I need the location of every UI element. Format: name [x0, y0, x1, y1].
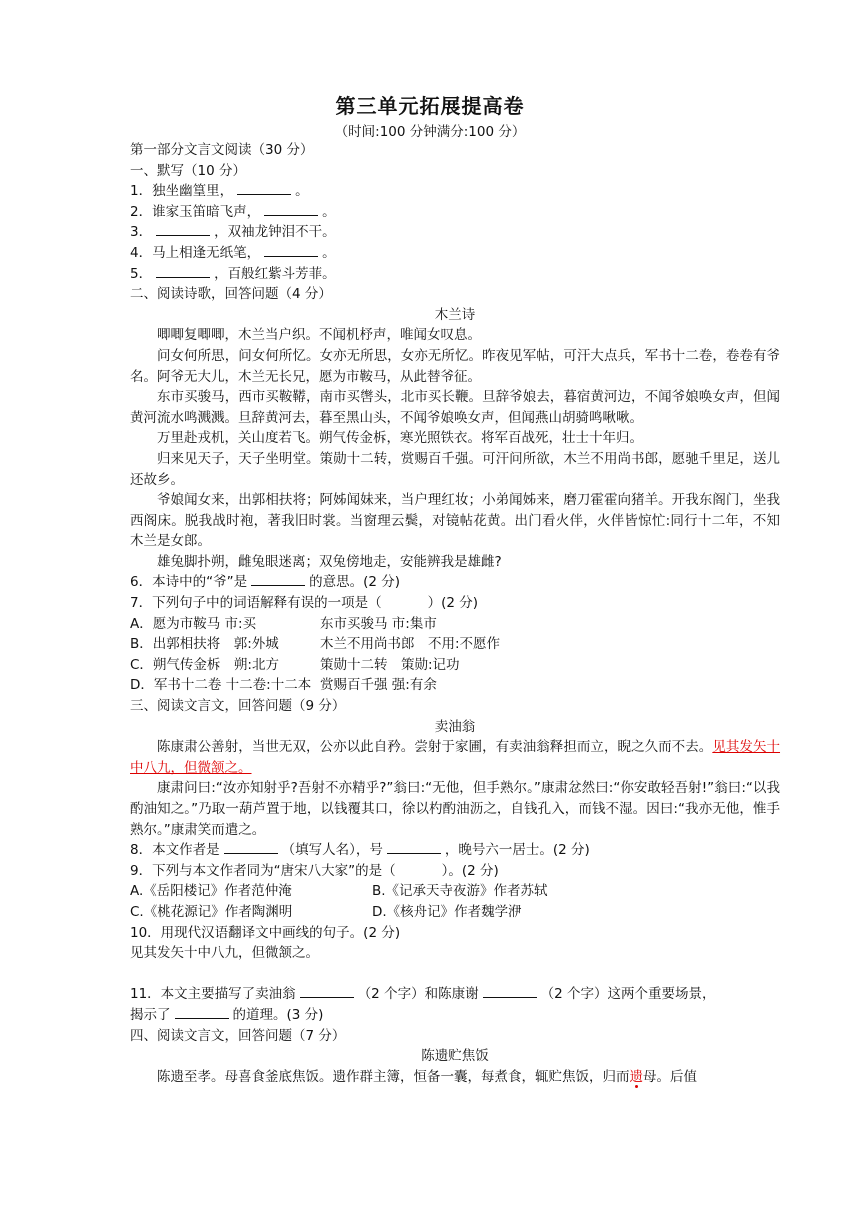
question-9: 9．下列与本文作者同为“唐宋八大家”的是（ ）。(2 分) — [130, 862, 499, 879]
answer-blank — [237, 182, 291, 195]
section-heading: 一、默写（10 分） — [130, 162, 246, 179]
answer-blank — [156, 223, 210, 236]
page-title: 第三单元拓展提高卷 — [335, 94, 525, 118]
section-heading: 二、阅读诗歌，回答问题（4 分） — [130, 286, 332, 303]
section-heading: 四、阅读文言文，回答问题（7 分） — [130, 1027, 346, 1044]
answer-blank — [175, 1006, 229, 1019]
question-7: 7．下列句子中的词语解释有误的一项是（ ）(2 分) — [130, 595, 479, 612]
emphasized-character: 遗 — [629, 1068, 643, 1085]
option-d: D．军书十二卷 十二卷:十二本 赏赐百千强 强:有余 — [130, 677, 437, 694]
text-paragraph: 康肃问曰:“汝亦知射乎?吾射不亦精乎?”翁曰:“无他，但手熟尔。”康肃忿然曰:“你安敢轻吾射!”翁曰:“以我酌油知之。”乃取一葫芦置于地，以钱覆其口，徐以杓酌油沥之，自钱孔入，而钱不湿。因曰:“我亦无他，惟手熟尔。”康肃笑而遣之。 — [130, 780, 780, 838]
text-title: 卖油翁 — [434, 718, 476, 735]
question-6: 6．本诗中的“爷”是 的意思。(2 分) — [130, 574, 400, 591]
answer-blank — [483, 985, 537, 998]
answer-blank — [224, 841, 278, 854]
translate-sentence: 见其发矢十中八九，但微颔之。 — [130, 945, 319, 962]
text-paragraph: 陈遗至孝。母喜食釜底焦饭。遗作群主簿，恒备一囊，每煮食，辄贮焦饭，归而遗母。后值 — [157, 1068, 697, 1085]
option-row: C.《桃花源记》作者陶渊明 D.《核舟记》作者魏学洢 — [130, 903, 522, 920]
question-2: 2．谁家玉笛暗飞声， 。 — [130, 203, 336, 220]
question-11: 11．本文主要描写了卖油翁 （2 个字）和陈康谢 （2 个字）这两个重要场景， — [130, 986, 716, 1003]
poem-paragraph: 万里赴戎机，关山度若飞。朔气传金柝，寒光照铁衣。将军百战死，壮士十年归。 — [157, 430, 643, 447]
poem-title: 木兰诗 — [434, 306, 476, 323]
text-title: 陈遗贮焦饭 — [421, 1048, 489, 1065]
answer-blank — [264, 244, 318, 257]
poem-paragraph: 归来见天子，天子坐明堂。策勋十二转，赏赐百千强。可汗问所欲，木兰不用尚书郎，愿驰千里足，送儿还故乡。 — [130, 450, 780, 488]
answer-blank — [387, 841, 441, 854]
answer-blank — [156, 265, 210, 278]
poem-paragraph: 东市买骏马，西市买鞍鞯，南市买辔头，北市买长鞭。旦辞爷娘去，暮宿黄河边，不闻爷娘唤女声，但闻黄河流水鸣溅溅。旦辞黄河去，暮至黑山头，不闻爷娘唤女声，但闻燕山胡骑鸣啾啾。 — [130, 389, 780, 426]
option-b: B．出郭相扶将 郭:外城 木兰不用尚书郎 不用:不愿作 — [130, 636, 501, 653]
question-3: 3． ，双袖龙钟泪不干。 — [130, 224, 336, 241]
poem-paragraph: 爷娘闻女来，出郭相扶将；阿姊闻妹来，当户理红妆；小弟闻姊来，磨刀霍霍向猪羊。开我东阁门，坐我西阁床。脱我战时袍，著我旧时裳。当窗理云鬓，对镜帖花黄。出门看火伴，火伴皆惊忙:同行十二年，不知木兰是女郎。 — [130, 492, 780, 550]
section-heading: 三、阅读文言文，回答问题（9 分） — [130, 698, 346, 715]
question-5: 5． ，百般红紫斗芳菲。 — [130, 265, 336, 282]
answer-blank — [264, 203, 318, 216]
poem-paragraph: 唧唧复唧唧，木兰当户织。不闻机杼声，唯闻女叹息。 — [157, 327, 481, 344]
question-10: 10．用现代汉语翻译文中画线的句子。(2 分) — [130, 924, 401, 941]
page-subtitle: （时间:100 分钟满分:100 分） — [334, 124, 526, 140]
answer-blank — [300, 985, 354, 998]
poem-paragraph: 问女何所思，问女何所忆。女亦无所思，女亦无所忆。昨夜见军帖，可汗大点兵，军书十二卷，卷卷有爷名。阿爷无大儿，木兰无长兄，愿为市鞍马，从此替爷征。 — [130, 347, 780, 385]
question-4: 4．马上相逢无纸笔， 。 — [130, 244, 336, 261]
question-1: 1．独坐幽篁里， 。 — [130, 183, 309, 200]
question-11-line2: 揭示了 的道理。(3 分) — [130, 1006, 324, 1023]
part-heading: 第一部分文言文阅读（30 分） — [130, 142, 314, 158]
underlined-sentence: 见其发矢十中八九，但微颔之。 — [130, 739, 781, 776]
poem-paragraph: 雄兔脚扑朔，雌兔眼迷离；双兔傍地走，安能辨我是雄雌? — [157, 553, 502, 570]
question-8: 8．本文作者是 （填写人名），号 ，晚号六一居士。(2 分) — [130, 842, 590, 859]
answer-blank — [251, 573, 305, 586]
option-c: C．朔气传金柝 朔:北方 策勋十二转 策勋:记功 — [130, 656, 460, 673]
option-row: A.《岳阳楼记》作者范仲淹 B.《记承天寺夜游》作者苏轼 — [130, 883, 548, 900]
text-paragraph: 陈康肃公善射，当世无双，公亦以此自矜。尝射于家圃，有卖油翁释担而立，睨之久而不去。见其发矢十中八九，但微颔之。 — [130, 739, 781, 776]
option-a: A．愿为市鞍马 市:买 东市买骏马 市:集市 — [130, 615, 437, 632]
document-body — [130, 140, 780, 1087]
